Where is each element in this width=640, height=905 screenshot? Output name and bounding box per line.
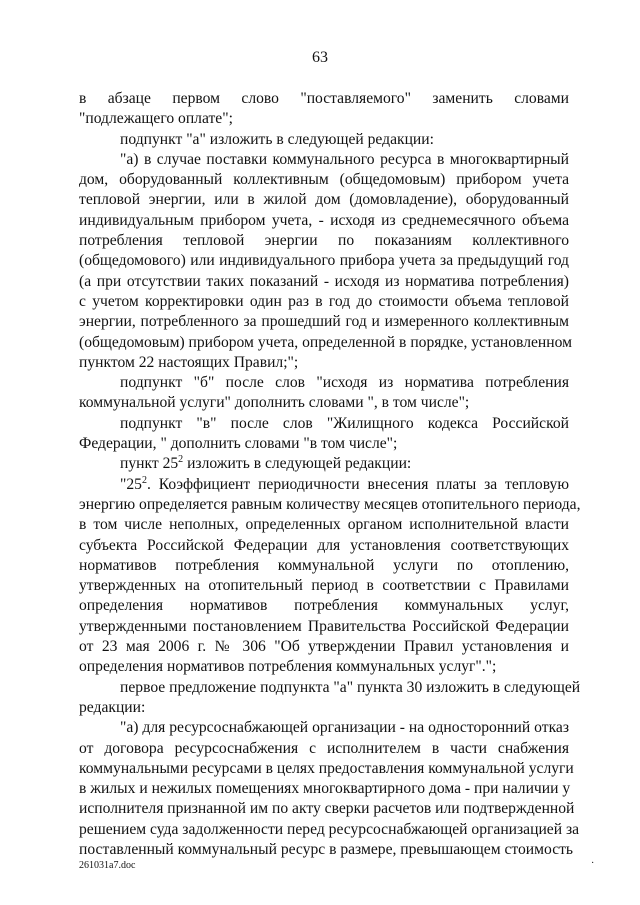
- text-line: "подлежащего оплате";: [79, 110, 233, 128]
- corner-mark: ·: [591, 858, 595, 869]
- text-line: энергию определяется равным количеству месяцев отопительного периода,: [79, 495, 581, 513]
- text-line: "а) для ресурсоснабжающей организации - на односторонний отказ: [120, 719, 569, 737]
- text-line: от договора ресурсоснабжения с исполнителем в части снабжения: [79, 739, 569, 757]
- text-line: дом, оборудованный коллективным (общедомовым) прибором учета: [79, 171, 569, 189]
- text-line: в абзаце первом слово "поставляемого" заменить словами: [79, 90, 569, 107]
- paragraph-item-25-2-heading: [79, 454, 569, 474]
- text-line: (общедомовым) прибором учета, определенной в порядке, установленном: [79, 333, 572, 351]
- text-line: [79, 454, 569, 474]
- paragraph-subitem-b: [79, 373, 569, 414]
- text-line: редакции:: [79, 698, 146, 716]
- text-line: (общедомового) или индивидуального прибора учета за предыдущий год: [79, 252, 569, 270]
- text-line: подпункт "а" изложить в следующей редакции:: [120, 130, 434, 148]
- text-fragment: . Коэффициент периодичности внесения платы за тепловую: [146, 475, 569, 493]
- paragraph-item-25-2-text: [79, 474, 581, 678]
- text-line: первое предложение подпункта "а" пункта 30 изложить в следующей: [120, 678, 581, 696]
- text-line: подпункт "б" после слов "исходя из норматива потребления: [120, 374, 569, 392]
- text-line: субъекта Российской Федерации для установления соответствующих: [79, 536, 569, 554]
- text-fragment: пункт 25: [120, 455, 179, 473]
- superscript: 2: [178, 454, 184, 466]
- paragraph-replace-word: [79, 89, 569, 130]
- text-line: утвержденных на отопительный период в соответствии с Правилами: [79, 577, 569, 595]
- text-line: тепловой энергии, или в жилой дом (домовладение), оборудованный: [79, 191, 569, 209]
- paragraph-subitem-a-heading: [79, 130, 569, 150]
- text-line: индивидуальным прибором учета, - исходя из среднемесячного объема: [79, 211, 569, 229]
- text-line: потребления тепловой энергии по показаниям коллективного: [79, 232, 569, 250]
- page-number: 63: [312, 49, 328, 66]
- text-line: "а) в случае поставки коммунального ресурса в многоквартирный: [120, 150, 569, 168]
- text-line: (а при отсутствии таких показаний - исходя из норматива потребления): [79, 272, 569, 290]
- text-line: поставленный коммунальный ресурс в размере, превышающем стоимость: [79, 840, 574, 858]
- text-fragment: "25: [120, 475, 142, 493]
- paragraph-item-30-heading: [79, 678, 581, 719]
- text-line: решением суда задолженности перед ресурсоснабжающей организацией за: [79, 820, 580, 838]
- superscript: 2: [141, 474, 147, 486]
- text-fragment: изложить в следующей редакции:: [183, 455, 412, 473]
- text-line: пунктом 22 настоящих Правил;";: [79, 353, 299, 371]
- text-line: от 23 мая 2006 г. № 306 "Об утверждении Правил установления и: [79, 638, 569, 656]
- document-footer-code: 261031a7.doc: [79, 860, 136, 871]
- document-body: [79, 89, 581, 860]
- text-line: коммунальной услуги" дополнить словами ", в том числе";: [79, 394, 470, 412]
- text-line: в том числе неполных, определенных органом исполнительной власти: [79, 516, 569, 534]
- paragraph-subitem-a-text: [79, 150, 572, 373]
- paragraph-item-30-text: [79, 718, 580, 860]
- text-line: определения нормативов потребления коммунальных услуг".";: [79, 658, 497, 676]
- text-line: коммунальными ресурсами в целях предоставления коммунальной услуги: [79, 759, 574, 777]
- text-line: исполнителя признанной им по акту сверки расчетов или подтвержденной: [79, 800, 575, 818]
- text-line: определения нормативов потребления коммунальных услуг,: [79, 597, 569, 615]
- text-line: утвержденными постановлением Правительства Российской Федерации: [79, 617, 569, 635]
- paragraph-subitem-v: [79, 414, 569, 455]
- text-line: нормативов потребления коммунальной услуги по отоплению,: [79, 556, 569, 574]
- text-line: [79, 475, 569, 495]
- text-line: в жилых и нежилых помещениях многоквартирного дома - при наличии у: [79, 780, 571, 798]
- text-line: энергии, потребленного за прошедший год и измеренного коллективным: [79, 313, 569, 331]
- text-line: подпункт "в" после слов "Жилищного кодекса Российской: [120, 414, 569, 432]
- text-line: Федерации, " дополнить словами "в том числе";: [79, 435, 398, 453]
- text-line: с учетом корректировки один раз в год до стоимости объема тепловой: [79, 292, 569, 310]
